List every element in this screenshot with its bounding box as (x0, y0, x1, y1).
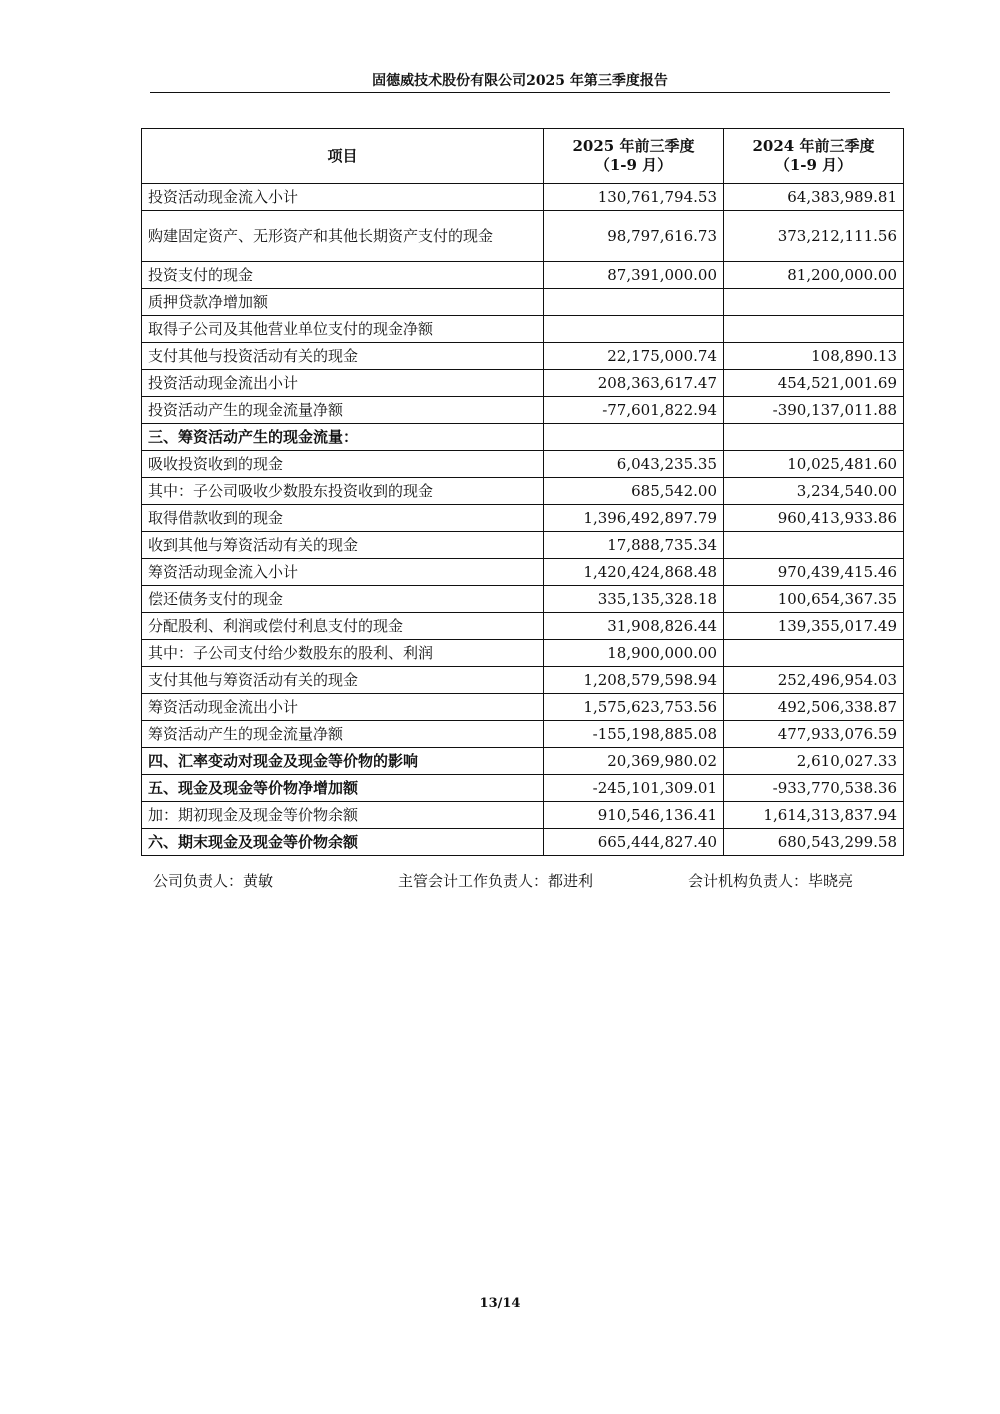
table-row (142, 829, 904, 856)
header-item (142, 129, 544, 184)
table-row (142, 532, 904, 559)
header-2024-sub: （1-9 月） (774, 156, 853, 174)
header-2025-sub: （1-9 月） (594, 156, 673, 174)
row-label: 支付其他与筹资活动有关的现金 (142, 667, 544, 694)
header-item-label: 项目 (327, 146, 358, 165)
row-label: 投资活动现金流入小计 (142, 184, 544, 211)
row-label: 取得子公司及其他营业单位支付的现金净额 (142, 316, 544, 343)
row-label: 筹资活动现金流出小计 (142, 694, 544, 721)
value-2024 (724, 532, 904, 559)
row-label: 投资活动产生的现金流量净额 (142, 397, 544, 424)
value-2024: 64,383,989.81 (724, 184, 904, 211)
row-label: 六、期末现金及现金等价物余额 (142, 829, 544, 856)
header-2024 (724, 129, 904, 184)
header-2024-label: 2024 年前三季度 (752, 137, 875, 155)
value-2024: 454,521,001.69 (724, 370, 904, 397)
value-2024: 970,439,415.46 (724, 559, 904, 586)
table-row (142, 184, 904, 211)
value-2024: -933,770,538.36 (724, 775, 904, 802)
value-2025: 17,888,735.34 (544, 532, 724, 559)
row-label: 其中：子公司支付给少数股东的股利、利润 (142, 640, 544, 667)
row-label: 取得借款收到的现金 (142, 505, 544, 532)
table-row (142, 211, 904, 262)
value-2024: 108,890.13 (724, 343, 904, 370)
header-divider (150, 92, 890, 93)
row-label: 筹资活动现金流入小计 (142, 559, 544, 586)
value-2025: 31,908,826.44 (544, 613, 724, 640)
table-row (142, 559, 904, 586)
value-2025: 98,797,616.73 (544, 211, 724, 262)
value-2024: 477,933,076.59 (724, 721, 904, 748)
header-2025-label: 2025 年前三季度 (572, 137, 695, 155)
value-2024 (724, 289, 904, 316)
table-row (142, 343, 904, 370)
accounting-org-head: 会计机构负责人：毕晓亮 (688, 872, 854, 890)
page-number: 13/14 (479, 1296, 521, 1311)
table-row (142, 802, 904, 829)
value-2024: 81,200,000.00 (724, 262, 904, 289)
value-2025: 685,542.00 (544, 478, 724, 505)
table-row (142, 748, 904, 775)
row-label: 分配股利、利润或偿付利息支付的现金 (142, 613, 544, 640)
value-2025: -155,198,885.08 (544, 721, 724, 748)
value-2025: 20,369,980.02 (544, 748, 724, 775)
table-row (142, 613, 904, 640)
value-2025: 1,208,579,598.94 (544, 667, 724, 694)
table-row (142, 775, 904, 802)
row-label: 加：期初现金及现金等价物余额 (142, 802, 544, 829)
table-row (142, 370, 904, 397)
value-2025: 335,135,328.18 (544, 586, 724, 613)
row-label: 投资活动现金流出小计 (142, 370, 544, 397)
row-label: 投资支付的现金 (142, 262, 544, 289)
row-label: 筹资活动产生的现金流量净额 (142, 721, 544, 748)
value-2024: 680,543,299.58 (724, 829, 904, 856)
table-row (142, 289, 904, 316)
value-2024 (724, 640, 904, 667)
value-2025: 6,043,235.35 (544, 451, 724, 478)
value-2025: -77,601,822.94 (544, 397, 724, 424)
value-2024: 10,025,481.60 (724, 451, 904, 478)
table-body (142, 184, 904, 856)
value-2024: 1,614,313,837.94 (724, 802, 904, 829)
value-2024: 960,413,933.86 (724, 505, 904, 532)
value-2025 (544, 289, 724, 316)
report-header-title: 固德威技术股份有限公司2025 年第三季度报告 (372, 73, 668, 89)
value-2025: 18,900,000.00 (544, 640, 724, 667)
value-2024: 2,610,027.33 (724, 748, 904, 775)
table-row (142, 667, 904, 694)
value-2024 (724, 316, 904, 343)
table-row (142, 316, 904, 343)
value-2024: 3,234,540.00 (724, 478, 904, 505)
value-2024: 139,355,017.49 (724, 613, 904, 640)
company-head: 公司负责人：黄敏 (153, 872, 274, 890)
row-label: 五、现金及现金等价物净增加额 (142, 775, 544, 802)
value-2024: 100,654,367.35 (724, 586, 904, 613)
row-label: 四、汇率变动对现金及现金等价物的影响 (142, 748, 544, 775)
value-2025: 665,444,827.40 (544, 829, 724, 856)
value-2025: 910,546,136.41 (544, 802, 724, 829)
table-row (142, 640, 904, 667)
row-label: 购建固定资产、无形资产和其他长期资产支付的现金 (142, 211, 544, 262)
signature-line (153, 870, 893, 892)
value-2025: 1,575,623,753.56 (544, 694, 724, 721)
row-label: 收到其他与筹资活动有关的现金 (142, 532, 544, 559)
value-2024: 252,496,954.03 (724, 667, 904, 694)
table-header-row (142, 129, 904, 184)
value-2024: -390,137,011.88 (724, 397, 904, 424)
table-row (142, 586, 904, 613)
table-row (142, 505, 904, 532)
section-header-row (142, 424, 904, 451)
row-label: 偿还债务支付的现金 (142, 586, 544, 613)
value-2025: 1,420,424,868.48 (544, 559, 724, 586)
row-label: 吸收投资收到的现金 (142, 451, 544, 478)
value-2024: 373,212,111.56 (724, 211, 904, 262)
value-2025: 1,396,492,897.79 (544, 505, 724, 532)
accounting-head: 主管会计工作负责人：都进利 (398, 872, 594, 890)
header-2025 (544, 129, 724, 184)
value-2025 (544, 316, 724, 343)
value-2025: 130,761,794.53 (544, 184, 724, 211)
cash-flow-table (141, 128, 904, 856)
row-label: 支付其他与投资活动有关的现金 (142, 343, 544, 370)
row-label: 三、筹资活动产生的现金流量： (142, 424, 544, 451)
table-row (142, 478, 904, 505)
value-2025: 87,391,000.00 (544, 262, 724, 289)
table-row (142, 262, 904, 289)
value-2025: 208,363,617.47 (544, 370, 724, 397)
value-2024 (724, 424, 904, 451)
table-row (142, 451, 904, 478)
table-row (142, 694, 904, 721)
value-2025: 22,175,000.74 (544, 343, 724, 370)
table-row (142, 721, 904, 748)
value-2024: 492,506,338.87 (724, 694, 904, 721)
row-label: 其中：子公司吸收少数股东投资收到的现金 (142, 478, 544, 505)
value-2025: -245,101,309.01 (544, 775, 724, 802)
value-2025 (544, 424, 724, 451)
table-row (142, 397, 904, 424)
row-label: 质押贷款净增加额 (142, 289, 544, 316)
